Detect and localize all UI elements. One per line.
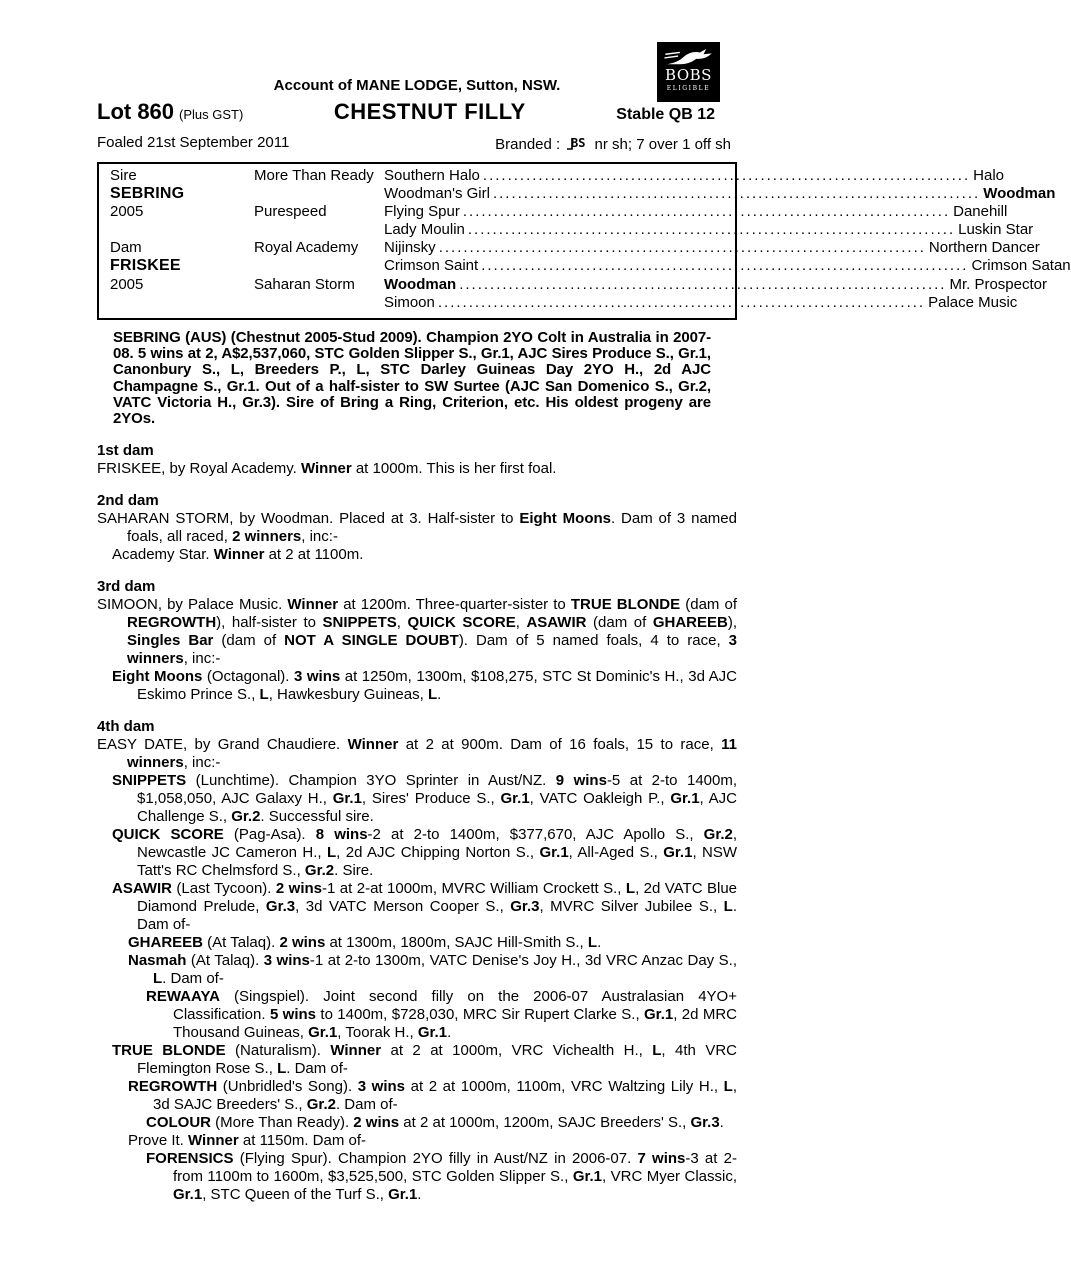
pedigree-row bbox=[110, 185, 1056, 203]
branded-label: Branded : bbox=[495, 136, 561, 153]
dot-leader bbox=[481, 257, 968, 275]
dot-leader bbox=[438, 294, 925, 312]
pedigree-cell-parent bbox=[254, 185, 384, 203]
bobs-logo-subtitle: ELIGIBLE bbox=[666, 85, 711, 92]
pedigree-cell-parent bbox=[254, 221, 384, 239]
page-content bbox=[97, 76, 1071, 1204]
pedigree-cell-parent: More Than Ready bbox=[254, 167, 374, 184]
bobs-logo-title: BOBS bbox=[665, 66, 712, 84]
sire-summary-paragraph: SEBRING (AUS) (Chestnut 2005-Stud 2009). Champion 2YO Colt in Australia in 2007-08. 5 wins at 2, A$2,537,060, STC Golden Slipper S., Gr.1, AJC Sires Produce S., Gr.1, Canonbury S., L, Breeders P., L, STC Darley Guineas Day 2YO H., 2d AJC Champagne S., Gr.1. Out of a half-sister to SW Surtee (AJC San Domenico S., Gr.2, VATC Victoria H., Gr.3). Sire of Bring a Ring, Criterion, etc. His oldest progeny are 2YOs. bbox=[113, 328, 711, 428]
progeny-entry: Academy Star. Winner at 2 at 1100m. bbox=[112, 545, 364, 563]
gst-note: (Plus GST) bbox=[179, 107, 244, 122]
lot-number: Lot 860 bbox=[97, 99, 175, 124]
page-title: CHESTNUT FILLY bbox=[333, 99, 526, 124]
dot-leader bbox=[468, 221, 955, 239]
dot-leader bbox=[459, 276, 946, 294]
progeny-entry: ASAWIR (Last Tycoon). 2 wins-1 at 2-at 1000m, MVRC William Crockett S., L, 2d VATC Blue Diamond Prelude, Gr.3, 3d VATC Merson Cooper S., Gr.3, MVRC Silver Jubilee S., L. Dam of- bbox=[112, 879, 738, 933]
section-heading-3rd-dam: 3rd dam bbox=[97, 577, 156, 595]
lot-header-row bbox=[97, 99, 737, 125]
pedigree-cell-parent: Purespeed bbox=[254, 203, 327, 221]
pedigree-cell-ancestors: Southern Halo ..... Halo bbox=[384, 167, 1004, 185]
pedigree-row bbox=[110, 257, 1071, 275]
pedigree-cell-ancestors: Flying Spur ..... Danehill bbox=[384, 203, 1007, 221]
branded-info bbox=[495, 133, 737, 154]
pedigree-cell-generation: 2005 bbox=[110, 275, 144, 293]
pedigree-cell-ancestors: Woodman ..... Mr. Prospector bbox=[384, 276, 1047, 294]
pedigree-cell-generation: Sire bbox=[110, 167, 137, 184]
branded-location: nr sh; 7 over 1 off sh bbox=[594, 136, 731, 153]
dam-entry: SAHARAN STORM, by Woodman. Placed at 3. Half-sister to Eight Moons. Dam of 3 named foals, all raced, 2 winners, inc:- bbox=[97, 509, 737, 545]
pedigree-row bbox=[110, 221, 1034, 239]
pedigree-cell-parent bbox=[254, 257, 384, 275]
dam-entry: SIMOON, by Palace Music. Winner at 1200m. Three-quarter-sister to TRUE BLONDE (dam of REGROWTH), half-sister to SNIPPETS, QUICK SCORE, ASAWIR (dam of GHAREEB), Singles Bar (dam of NOT A SINGLE DOUBT). Dam of 5 named foals, 4 to race, 3 winners, inc:- bbox=[97, 595, 738, 667]
progeny-entry: SNIPPETS (Lunchtime). Champion 3YO Sprinter in Aust/NZ. 9 wins-5 at 2-to 1400m, $1,058,050, AJC Galaxy H., Gr.1, Sires' Produce S., Gr.1, VATC Oakleigh P., Gr.1, AJC Challenge S., Gr.2. Successful sire. bbox=[112, 771, 738, 825]
progeny-entry: QUICK SCORE (Pag-Asa). 8 wins-2 at 2-to 1400m, $377,670, AJC Apollo S., Gr.2, Newcastle JC Cameron H., L, 2d AJC Chipping Norton S., Gr.1, All-Aged S., Gr.1, NSW Tatt's RC Chelmsford S., Gr.2. Sire. bbox=[112, 825, 738, 879]
stable-number: Stable QB 12 bbox=[616, 106, 715, 123]
pedigree-cell-generation bbox=[110, 221, 254, 239]
progeny-entry: REGROWTH (Unbridled's Song). 3 wins at 2 at 1000m, 1100m, VRC Waltzing Lily H., L, 3d SAJC Breeders' S., Gr.2. Dam of- bbox=[128, 1077, 737, 1113]
pedigree-cell-generation: 2005 bbox=[110, 203, 144, 221]
account-line: Account of MANE LODGE, Sutton, NSW. bbox=[273, 77, 561, 94]
progeny-entry: COLOUR (More Than Ready). 2 wins at 2 at 1000m, 1200m, SAJC Breeders' S., Gr.3. bbox=[146, 1113, 724, 1131]
horse-head-icon bbox=[663, 47, 715, 67]
pedigree-cell-parent bbox=[254, 294, 384, 312]
foaled-date: Foaled 21st September 2011 bbox=[97, 134, 290, 151]
section-heading-4th-dam: 4th dam bbox=[97, 717, 155, 735]
pedigree-cell-generation bbox=[110, 294, 254, 312]
section-heading-2nd-dam: 2nd dam bbox=[97, 491, 159, 509]
pedigree-cell-ancestors: Nijinsky ..... Northern Dancer bbox=[384, 239, 1040, 257]
dot-leader bbox=[493, 185, 980, 203]
pedigree-row bbox=[110, 167, 1004, 185]
dam-entry: FRISKEE, by Royal Academy. Winner at 1000m. This is her first foal. bbox=[97, 459, 557, 477]
progeny-entry: TRUE BLONDE (Naturalism). Winner at 2 at 1000m, VRC Vichealth H., L, 4th VRC Flemington Rose S., L. Dam of- bbox=[112, 1041, 737, 1077]
pedigree-cell-ancestors: Simoon ..... Palace Music bbox=[384, 294, 1017, 312]
pedigree-row bbox=[110, 293, 1018, 312]
progeny-entry: REWAAYA (Singspiel). Joint second filly on the 2006-07 Australasian 4YO+ Classification. 5 wins to 1400m, $728,030, MRC Sir Rupert Clarke S., Gr.1, 2d MRC Thousand Guineas, Gr.1, Toorak H., Gr.1. bbox=[146, 987, 737, 1041]
dam-section-3 bbox=[97, 578, 737, 704]
brand-mark-icon bbox=[566, 133, 588, 153]
pedigree-cell-parent: Royal Academy bbox=[254, 239, 359, 257]
progeny-entry: FORENSICS (Flying Spur). Champion 2YO filly in Aust/NZ in 2006-07. 7 wins-3 at 2-from 1100m to 1600m, $3,525,500, STC Golden Slipper S., Gr.1, VRC Myer Classic, Gr.1, STC Queen of the Turf S., Gr.1. bbox=[146, 1149, 737, 1203]
dam-section-4 bbox=[97, 718, 737, 1204]
progeny-entry: Nasmah (At Talaq). 3 wins-1 at 2-to 1300m, VATC Denise's Joy H., 3d VRC Anzac Day S., L. Dam of- bbox=[128, 951, 738, 987]
dot-leader bbox=[483, 167, 970, 185]
progeny-entry: GHAREEB (At Talaq). 2 wins at 1300m, 1800m, SAJC Hill-Smith S., L. bbox=[128, 933, 602, 951]
pedigree-cell-ancestors: Woodman's Girl ..... Woodman bbox=[384, 185, 1055, 203]
pedigree-cell-ancestors: Crimson Saint ..... Crimson Satan bbox=[384, 257, 1071, 275]
progeny-entry: Prove It. Winner at 1150m. Dam of- bbox=[128, 1131, 367, 1149]
progeny-entry: Eight Moons (Octagonal). 3 wins at 1250m, 1300m, $108,275, STC St Dominic's H., 3d AJC Eskimo Prince S., L, Hawkesbury Guineas, L. bbox=[112, 667, 737, 703]
pedigree-table bbox=[97, 162, 1071, 320]
pedigree-row bbox=[110, 275, 1047, 294]
dot-leader bbox=[463, 203, 950, 221]
dot-leader bbox=[439, 239, 926, 257]
foaled-branded-row bbox=[97, 133, 737, 154]
svg-text:BS: BS bbox=[571, 136, 586, 150]
pedigree-row bbox=[110, 239, 1040, 257]
pedigree-cell-generation: Dam bbox=[110, 239, 142, 257]
dam-entry: EASY DATE, by Grand Chaudiere. Winner at 2 at 900m. Dam of 16 foals, 15 to race, 11 winners, inc:- bbox=[97, 735, 737, 771]
pedigree-cell-parent: Saharan Storm bbox=[254, 275, 355, 293]
dam-section-1 bbox=[97, 442, 737, 478]
section-heading-1st-dam: 1st dam bbox=[97, 441, 154, 459]
pedigree-row bbox=[110, 203, 1008, 221]
pedigree-cell-generation: FRISKEE bbox=[110, 257, 181, 275]
pedigree-cell-ancestors: Lady Moulin ..... Luskin Star bbox=[384, 221, 1033, 239]
pedigree-cell-generation: SEBRING bbox=[110, 185, 185, 203]
dam-section-2 bbox=[97, 492, 737, 564]
